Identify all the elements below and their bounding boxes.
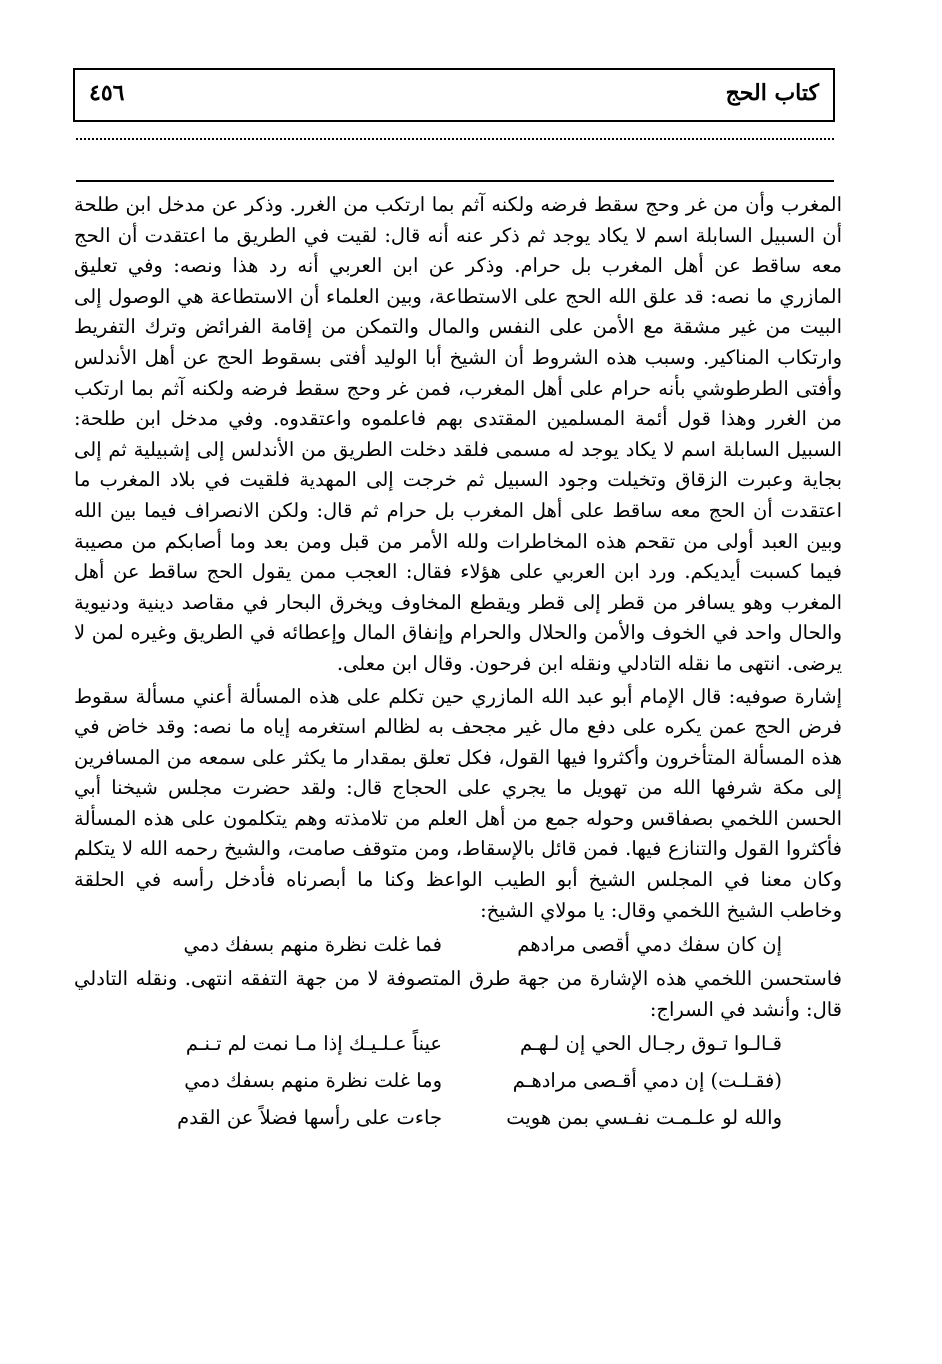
verse-second-hemistich: عيناً عـلـيـك إذا مـا نمت لم تـنـم [185,1032,442,1056]
body-text [74,190,842,1136]
paragraph-1: المغرب وأن من غر وحج سقط فرضه ولكنه آثم بما ارتكب من الغرر. وذكر عن مدخل ابن طلحة أن السبيل السابلة اسم لا يكاد يوجد ثم ذكر عنه أنه قال: لقيت في الطريق ما اعتقدت أن الحج معه ساقط عن أهل المغرب بل حرام. وذكر عن ابن العربي أنه رد هذا ونصه: وفي تعليق المازري ما نصه: قد علق الله الحج على الاستطاعة، وبين العلماء أن الاستطاعة هي الوصول إلى البيت من غير مشقة مع الأمن على النفس والمال والتمكن من إقامة الفرائض وترك التفريط وارتكاب المناكير. وسبب هذه الشروط أن الشيخ أبا الوليد أفتى بسقوط الحج عن أهل الأندلس وأفتى الطرطوشي بأنه حرام على أهل المغرب، فمن غر وحج سقط فرضه ولكنه آثم بما ارتكب من الغرر وهذا قول أئمة المسلمين المقتدى بهم فاعلموه واعتقدوه. وفي مدخل ابن طلحة: السبيل السابلة اسم لا يكاد يوجد له مسمى فلقد دخلت الطريق من الأندلس إلى إشبيلية ثم إلى بجاية وعبرت الزقاق وتخيلت وجود السبيل ثم خرجت إلى المهدية فلقيت في بلاد المغرب ما اعتقدت أن الحج معه ساقط على أهل المغرب بل حرام ثم قال: ولكن الانصراف فيما بين الله وبين العبد أولى من تقحم هذه المخاطرات ولله الأمر من قبل ومن بعد وما أصابكم من مصيبة فيما كسبت أيديكم. ورد ابن العربي على هؤلاء فقال: العجب ممن يقول الحج ساقط عن أهل المغرب وهو يسافر من قطر إلى قطر ويقطع المخاوف ويخرق البحار في مقاصد دينية ودنيوية والحال واحد في الخوف والأمن والحلال والحرام وإنفاق المال وإعطائه في الطريق وغيره لمن لا يرضى. انتهى ما نقله التادلي ونقله ابن فرحون. وقال ابن معلى. [74,193,842,675]
verse-single [74,926,842,964]
verse-first-hemistich: إن كان سفك دمي أقصى مرادهم [517,933,782,957]
paragraph-3: فاستحسن اللخمي هذه الإشارة من جهة طرق المتصوفة لا من جهة التفقه انتهى. ونقله التادلي قال: وأنشد في السراج: [74,967,842,1021]
page-header [73,68,835,122]
verse-line [74,926,842,964]
verse-second-hemistich: وما غلت نظرة منهم بسفك دمي [184,1069,442,1093]
paragraph-2: إشارة صوفيه: قال الإمام أبو عبد الله المازري حين تكلم على هذه المسألة أعني مسألة سقوط فرض الحج عمن يكره على دفع مال غير مجحف به لظالم استغرمه إياه ما نصه: وقد خاض في هذه المسألة المتأخرون وأكثروا فيها القول، فكل تعلق بمقدار ما يكثر على سمعه من المسافرين إلى مكة شرفها الله من تهويل ما يجري على الحجاج قال: ولقد حضرت مجلس شيخنا أبي الحسن اللخمي بصفاقس وحوله جمع من أهل العلم من تلامذته وهم يتكلمون على هذه المسألة فأكثروا القول والتنازع فيها. فمن قائل بالإسقاط، ومن متوقف صامت، والشيخ رحمه الله لا يتكلم وكان معنا في المجلس الشيخ أبو الطيب الواعظ وكنا ما أبصرناه فأدخل رأسه في الحلقة وخاطب الشيخ اللخمي وقال: يا مولاي الشيخ: [74,684,842,922]
dotted-divider [76,138,834,140]
verse-line [74,1099,842,1136]
chapter-title: كتاب الحج [725,80,819,106]
verse-second-hemistich: فما غلت نظرة منهم بسفك دمي [183,933,442,957]
solid-divider [76,180,834,182]
verse-line [74,1025,842,1062]
page-number: ٤٥٦ [89,80,125,106]
verse-line [74,1062,842,1099]
verse-second-hemistich: جاءت على رأسها فضلاً عن القدم [177,1106,442,1130]
poem [74,1025,842,1136]
verse-first-hemistich: قـالـوا تـوق رجـال الحي إن لـهـم [519,1032,782,1056]
verse-first-hemistich: (فقـلـت) إن دمي أقـصى مرادهـم [512,1069,782,1093]
verse-first-hemistich: والله لو علـمـت نفـسي بمن هويت [506,1106,782,1130]
